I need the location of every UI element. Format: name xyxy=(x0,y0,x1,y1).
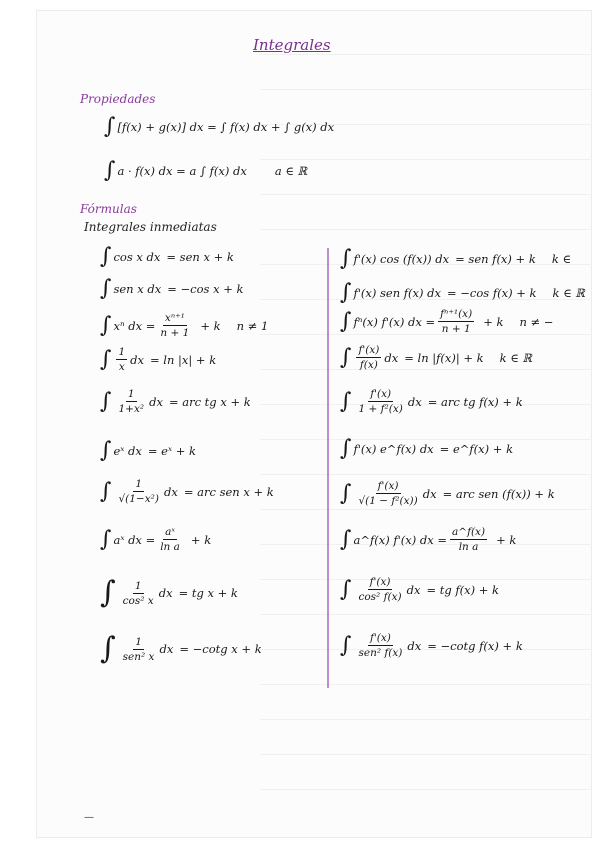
fraction-numerator: f'(x) xyxy=(369,632,391,644)
result: = −cos f(x) + k xyxy=(447,286,537,300)
property-condition: a ∈ ℝ xyxy=(274,164,308,178)
result-fraction xyxy=(450,526,487,553)
integral-sign: ∫ xyxy=(100,478,112,504)
integrand: dx xyxy=(406,582,421,597)
integral-sign: ∫ xyxy=(100,244,112,269)
result: = sen f(x) + k xyxy=(455,252,536,266)
integral-sign: ∫ xyxy=(340,436,352,461)
integral-sign: ∫ xyxy=(104,114,116,139)
result: + k xyxy=(496,532,517,547)
formula-row xyxy=(340,344,532,371)
integrand-fraction xyxy=(356,480,419,507)
fraction-denominator: ln a xyxy=(458,541,479,553)
fraction-numerator: f'(x) xyxy=(358,344,380,356)
integral-sign: ∫ xyxy=(100,312,112,338)
condition: n ≠ − xyxy=(519,314,554,329)
fraction-numerator: 1 xyxy=(127,388,135,400)
fraction-denominator: n + 1 xyxy=(441,323,471,335)
integrand-fraction xyxy=(356,576,403,603)
column-divider xyxy=(327,248,329,688)
integral-sign: ∫ xyxy=(100,631,116,666)
fraction-denominator: sen² x xyxy=(122,650,155,663)
integral-sign: ∫ xyxy=(340,246,352,271)
result-fraction xyxy=(158,312,191,339)
fraction-numerator: a^f(x) xyxy=(452,526,486,538)
fraction-numerator: 1 xyxy=(135,478,143,490)
section-properties: Propiedades xyxy=(80,92,156,106)
fraction-denominator: 1 + f²(x) xyxy=(358,403,403,415)
integral-sign: ∫ xyxy=(100,438,112,463)
formula-row xyxy=(100,312,268,339)
fraction-numerator: fⁿ⁺¹(x) xyxy=(440,308,473,320)
integral-sign: ∫ xyxy=(100,388,112,414)
fraction-denominator: n + 1 xyxy=(160,327,190,339)
integrand: f'(x) cos (f(x)) dx xyxy=(353,252,450,266)
result: + k xyxy=(483,314,504,329)
result-fraction xyxy=(158,526,182,553)
result: = arc tg x + k xyxy=(168,394,251,409)
fraction-denominator: cos² x xyxy=(122,594,154,607)
result: = −cotg x + k xyxy=(179,642,262,656)
result: = tg f(x) + k xyxy=(426,582,500,597)
integrand-fraction xyxy=(116,478,161,505)
integrand-fraction xyxy=(116,346,127,373)
integrand: dx xyxy=(159,642,174,656)
integrand-fraction xyxy=(356,388,404,415)
integrand: f'(x) sen f(x) dx xyxy=(353,286,441,300)
fraction-denominator: ln a xyxy=(160,541,180,553)
page-title: Integrales xyxy=(253,36,331,54)
integrand: dx xyxy=(130,352,145,367)
fraction-numerator: 1 xyxy=(134,579,142,592)
property-expr: [f(x) + g(x)] dx = ∫ f(x) dx + ∫ g(x) dx xyxy=(117,120,335,134)
integrand: dx xyxy=(422,486,437,501)
condition: k ∈ ℝ xyxy=(552,286,585,300)
integral-sign: ∫ xyxy=(340,576,352,602)
fraction-denominator: f(x) xyxy=(359,359,378,371)
fraction-denominator: cos² f(x) xyxy=(358,591,402,603)
integral-sign: ∫ xyxy=(100,526,112,552)
formula-row xyxy=(340,308,553,335)
fraction-numerator: f'(x) xyxy=(377,480,399,492)
property-constant xyxy=(104,160,307,182)
integrand-fraction xyxy=(121,636,157,663)
formula-row xyxy=(100,246,234,268)
result: = ln |x| + k xyxy=(150,352,217,367)
condition: k ∈ xyxy=(551,252,571,266)
section-formulas: Fórmulas xyxy=(80,202,137,216)
formula-row xyxy=(100,440,196,462)
fraction-numerator: f'(x) xyxy=(369,576,391,588)
result-fraction xyxy=(438,308,474,335)
integrand: sen x dx xyxy=(113,282,162,296)
integrand: dx xyxy=(158,586,173,600)
integral-sign: ∫ xyxy=(340,308,352,334)
formula-row xyxy=(340,438,513,460)
formula-row xyxy=(340,480,555,507)
result: = −cos x + k xyxy=(167,282,244,296)
result: = arc tg f(x) + k xyxy=(427,394,523,409)
integral-sign: ∫ xyxy=(340,344,352,370)
integral-sign: ∫ xyxy=(340,388,352,414)
formula-row xyxy=(340,248,571,270)
integrand: fⁿ(x) f'(x) dx = xyxy=(353,314,436,329)
integrand: aˣ dx = xyxy=(113,532,156,547)
fraction-denominator: sen² f(x) xyxy=(358,647,403,659)
integrand-fraction xyxy=(116,388,146,415)
fraction-denominator: √(1 − f²(x)) xyxy=(358,495,418,507)
formula-row xyxy=(100,478,274,505)
integrand-fraction xyxy=(356,344,381,371)
integrand-fraction xyxy=(356,632,404,659)
formula-row xyxy=(100,526,211,553)
integrand: dx xyxy=(149,394,163,409)
integrand: dx xyxy=(384,350,399,365)
result: = eˣ + k xyxy=(147,444,196,458)
result: + k xyxy=(190,532,212,547)
result: + k xyxy=(200,318,221,333)
result: = e^f(x) + k xyxy=(439,442,514,456)
subsection-immediate: Integrales inmediatas xyxy=(84,220,217,234)
fraction-denominator: x xyxy=(118,361,125,373)
fraction-numerator: aˣ xyxy=(165,526,176,538)
fraction-numerator: 1 xyxy=(135,635,142,648)
integral-sign: ∫ xyxy=(340,526,352,552)
formula-row xyxy=(100,388,251,415)
result: = arc sen (f(x)) + k xyxy=(442,486,555,501)
bottom-mark: — xyxy=(84,812,94,823)
integrand: dx xyxy=(407,394,422,409)
fraction-denominator: 1+x² xyxy=(118,403,145,415)
result: = sen x + k xyxy=(166,250,234,264)
integral-sign: ∫ xyxy=(100,575,116,610)
property-expr: a · f(x) dx = a ∫ f(x) dx xyxy=(117,164,247,178)
fraction-numerator: f'(x) xyxy=(370,388,392,400)
formula-row xyxy=(100,575,238,610)
fraction-numerator: xⁿ⁺¹ xyxy=(164,312,185,324)
formula-row xyxy=(340,388,523,415)
integrand: xⁿ dx = xyxy=(113,318,156,333)
formula-row xyxy=(100,346,216,373)
result: = tg x + k xyxy=(178,586,238,600)
integrand: dx xyxy=(407,638,422,653)
integrand: a^f(x) f'(x) dx = xyxy=(353,532,448,547)
result: = ln |f(x)| + k xyxy=(404,350,484,365)
integrand-fraction xyxy=(121,580,156,607)
fraction-denominator: √(1−x²) xyxy=(118,493,159,505)
integrand: dx xyxy=(163,484,178,499)
integral-sign: ∫ xyxy=(340,632,352,658)
condition: n ≠ 1 xyxy=(236,318,269,333)
integral-sign: ∫ xyxy=(100,276,112,301)
formula-row xyxy=(340,282,585,304)
condition: k ∈ ℝ xyxy=(499,350,532,365)
integrand: f'(x) e^f(x) dx xyxy=(353,442,434,456)
integral-sign: ∫ xyxy=(340,280,352,305)
integrand: cos x dx xyxy=(113,250,161,264)
formula-row xyxy=(340,576,499,603)
formula-row xyxy=(340,526,516,553)
formula-row xyxy=(100,278,243,300)
formula-row xyxy=(340,632,523,659)
property-sum xyxy=(104,116,334,138)
integral-sign: ∫ xyxy=(340,480,352,506)
fraction-numerator: 1 xyxy=(118,346,126,358)
integral-sign: ∫ xyxy=(104,158,116,183)
integrand: eˣ dx xyxy=(113,444,142,458)
formula-row xyxy=(100,631,262,666)
integral-sign: ∫ xyxy=(100,346,112,372)
result: = −cotg f(x) + k xyxy=(427,638,523,653)
result: = arc sen x + k xyxy=(183,484,274,499)
